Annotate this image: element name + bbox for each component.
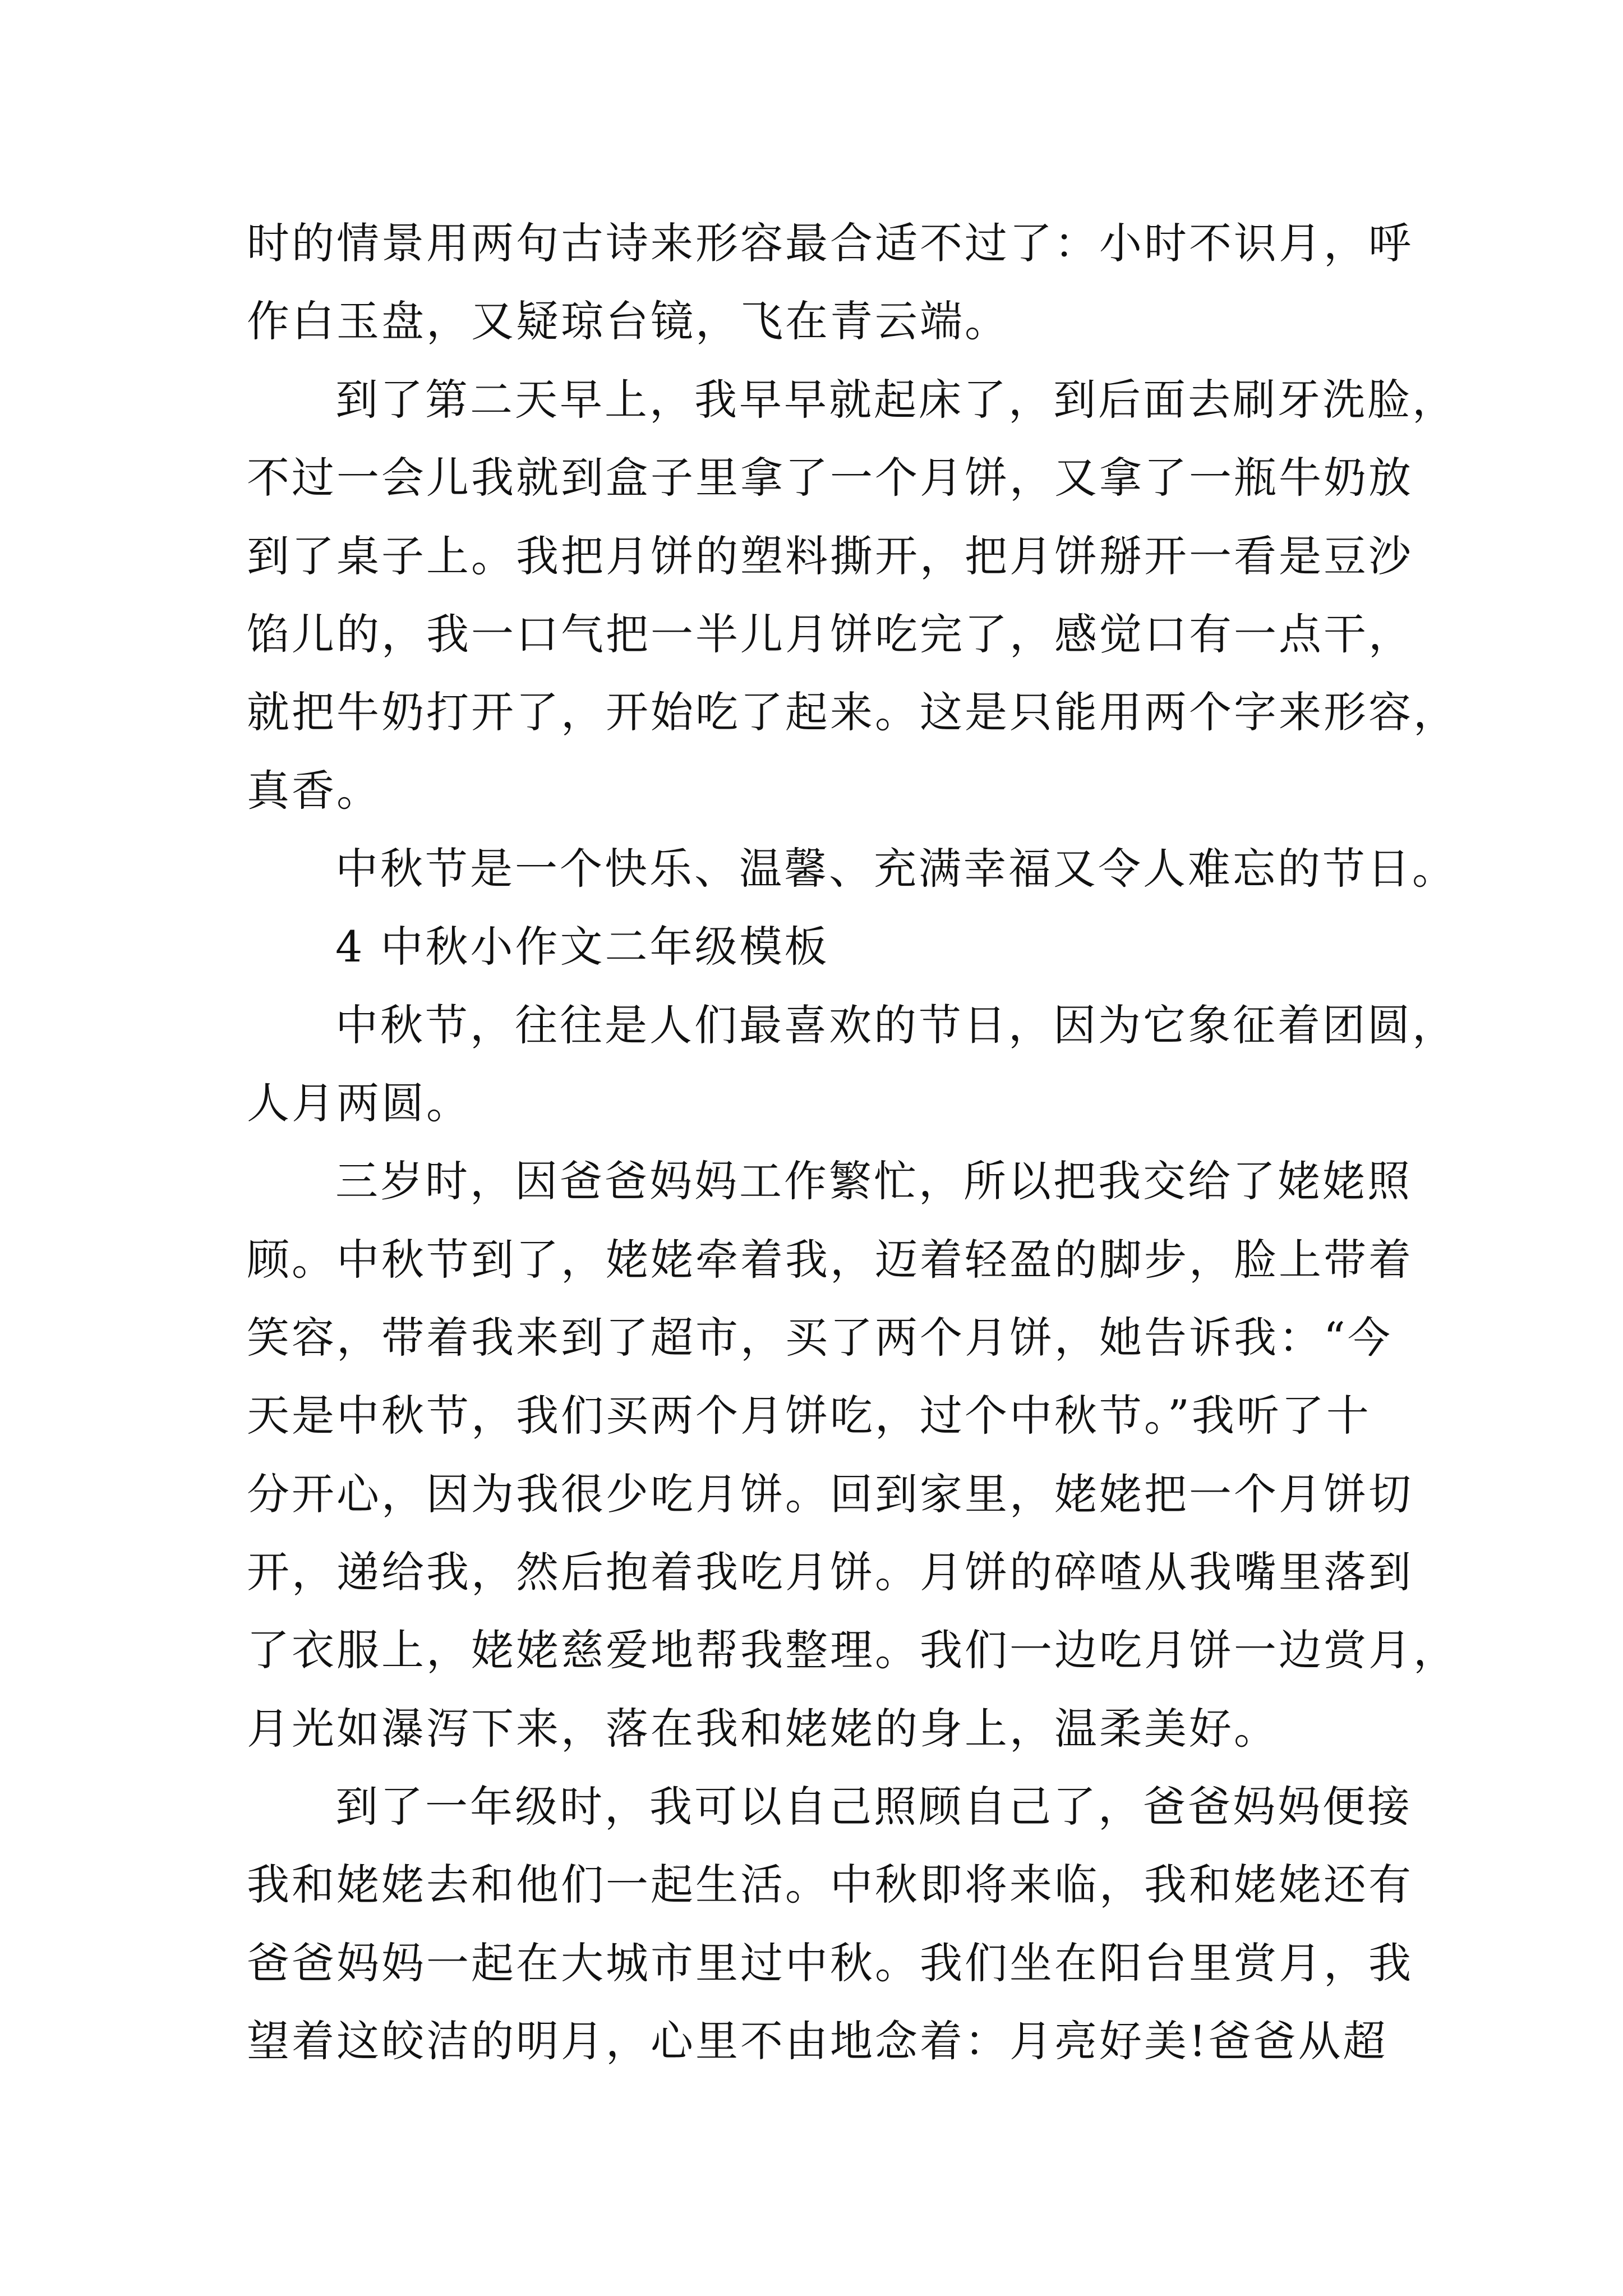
text-line: 开，递给我，然后抱着我吃月饼。月饼的碎喳从我嘴里落到 — [247, 1547, 1413, 1597]
paragraph-first-line: 到了一年级时，我可以自己照顾自己了，爸爸妈妈便接 — [335, 1782, 1412, 1832]
paragraph-first-line: 中秋节，往往是人们最喜欢的节日，因为它象征着团圆， — [335, 1000, 1457, 1050]
text-line: 月光如瀑泻下来，落在我和姥姥的身上，温柔美好。 — [247, 1704, 1279, 1754]
text-line: 了衣服上，姥姥慈爱地帮我整理。我们一边吃月饼一边赏月， — [247, 1625, 1458, 1675]
text-line: 就把牛奶打开了，开始吃了起来。这是只能用两个字来形容， — [247, 687, 1458, 737]
paragraph-first-line: 三岁时，因爸爸妈妈工作繁忙，所以把我交给了姥姥照 — [335, 1156, 1412, 1206]
text-line: 分开心，因为我很少吃月饼。回到家里，姥姥把一个月饼切 — [247, 1469, 1413, 1519]
paragraph-first-line: 到了第二天早上，我早早就起床了，到后面去刷牙洗脸， — [335, 375, 1457, 425]
text-line: 不过一会儿我就到盒子里拿了一个月饼，又拿了一瓶牛奶放 — [247, 453, 1413, 503]
text-line: 时的情景用两句古诗来形容最合适不过了：小时不识月，呼 — [247, 218, 1413, 268]
text-line: 顾。中秋节到了，姥姥牵着我，迈着轻盈的脚步，脸上带着 — [247, 1235, 1413, 1285]
text-line: 爸爸妈妈一起在大城市里过中秋。我们坐在阳台里赏月，我 — [247, 1938, 1413, 1988]
text-line: 天是中秋节，我们买两个月饼吃，过个中秋节。”我听了十 — [247, 1391, 1371, 1441]
text-line: 馅儿的，我一口气把一半儿月饼吃完了，感觉口有一点干， — [247, 609, 1413, 659]
text-line: 人月两圆。 — [247, 1078, 471, 1128]
text-line: 作白玉盘，又疑琼台镜，飞在青云端。 — [247, 296, 1009, 346]
text-line: 望着这皎洁的明月，心里不由地念着：月亮好美!爸爸从超 — [247, 2016, 1388, 2066]
text-line: 笑容，带着我来到了超市，买了两个月饼，她告诉我：“今 — [247, 1313, 1393, 1363]
section-heading: 4 中秋小作文二年级模板 — [335, 922, 829, 972]
text-line: 到了桌子上。我把月饼的塑料撕开，把月饼掰开一看是豆沙 — [247, 531, 1413, 581]
text-line: 真香。 — [247, 766, 381, 816]
paragraph-first-line: 中秋节是一个快乐、温馨、充满幸福又令人难忘的节日。 — [335, 844, 1457, 894]
text-line: 我和姥姥去和他们一起生活。中秋即将来临，我和姥姥还有 — [247, 1860, 1413, 1910]
